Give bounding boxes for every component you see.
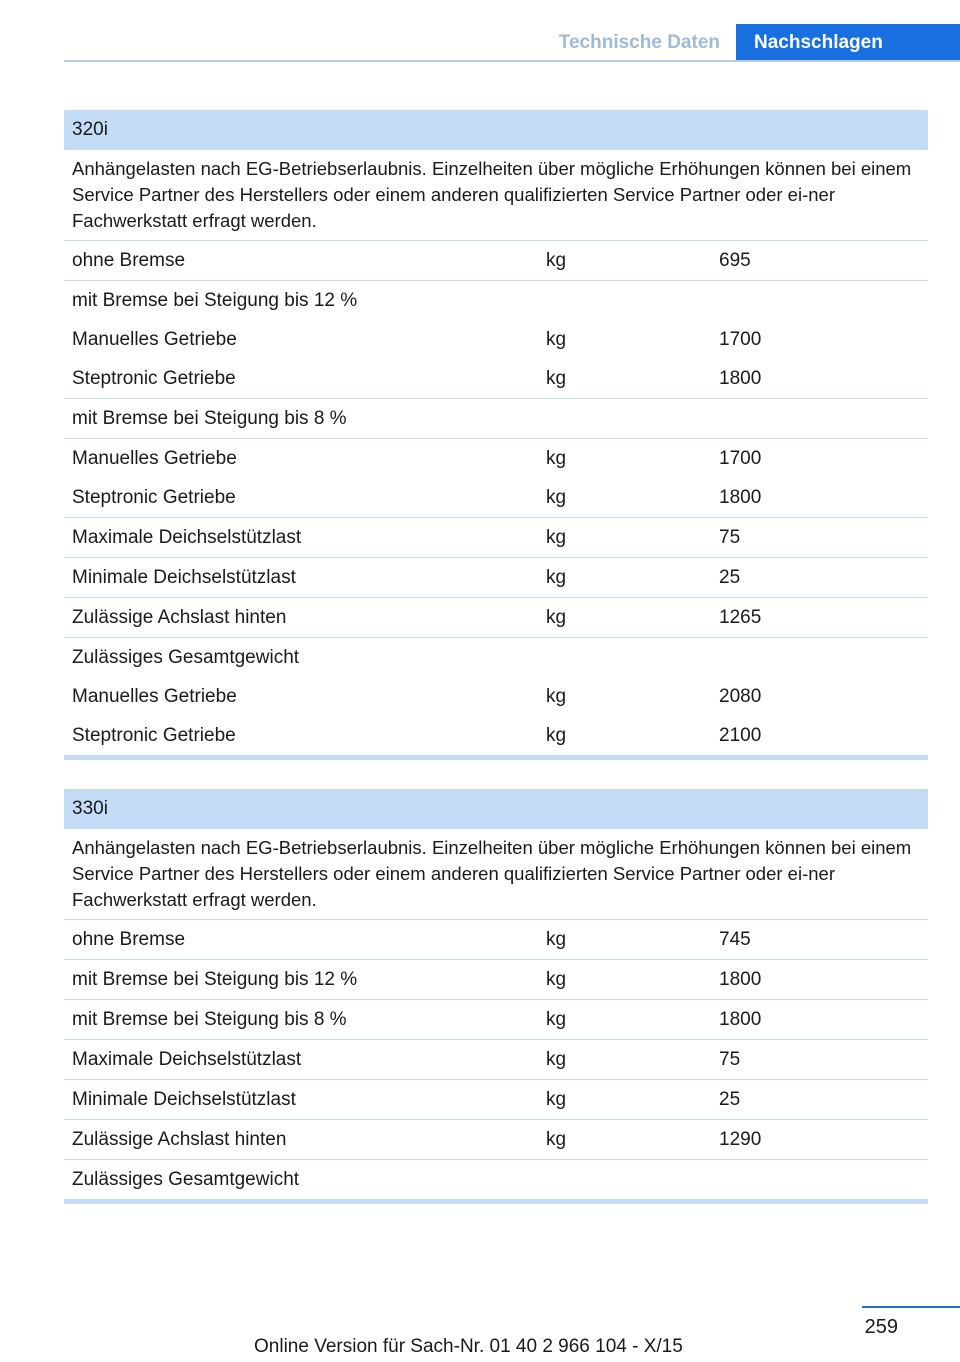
row-label: Zulässige Achslast hinten bbox=[72, 1129, 287, 1150]
row-unit: kg bbox=[546, 448, 567, 469]
row-unit: kg bbox=[546, 969, 567, 990]
table-row bbox=[64, 439, 928, 478]
row-unit: kg bbox=[546, 250, 567, 271]
table-row bbox=[64, 960, 928, 1000]
row-value: 1800 bbox=[719, 1009, 762, 1030]
header-divider bbox=[64, 60, 960, 62]
table-row bbox=[64, 558, 928, 598]
row-unit: kg bbox=[546, 368, 567, 389]
table-row bbox=[64, 1160, 928, 1199]
table-model-heading: 330i bbox=[64, 789, 928, 829]
row-unit: kg bbox=[546, 527, 567, 548]
row-label: Zulässiges Gesamtgewicht bbox=[72, 1169, 300, 1190]
table-row bbox=[64, 320, 928, 359]
row-label: mit Bremse bei Steigung bis 12 % bbox=[72, 290, 358, 311]
row-label: Steptronic Getriebe bbox=[72, 487, 236, 508]
row-label: Maximale Deichselstützlast bbox=[72, 527, 302, 548]
row-unit: kg bbox=[546, 567, 567, 588]
row-value: 1290 bbox=[719, 1129, 762, 1150]
row-unit: kg bbox=[546, 1129, 567, 1150]
row-label: Manuelles Getriebe bbox=[72, 686, 237, 707]
row-label: Minimale Deichselstützlast bbox=[72, 567, 296, 588]
table-row bbox=[64, 598, 928, 638]
table-row bbox=[64, 518, 928, 558]
table-row bbox=[64, 359, 928, 399]
table-row bbox=[64, 716, 928, 755]
spec-table-330i bbox=[64, 789, 928, 1204]
row-label: mit Bremse bei Steigung bis 8 % bbox=[72, 1009, 347, 1030]
row-unit: kg bbox=[546, 487, 567, 508]
row-value: 745 bbox=[719, 929, 751, 950]
row-value: 2100 bbox=[719, 725, 762, 746]
row-value: 1700 bbox=[719, 448, 762, 469]
row-unit: kg bbox=[546, 725, 567, 746]
table-row bbox=[64, 281, 928, 320]
row-label: Zulässige Achslast hinten bbox=[72, 607, 287, 628]
row-label: Steptronic Getriebe bbox=[72, 725, 236, 746]
table-row bbox=[64, 1000, 928, 1040]
table-intro-text: Anhängelasten nach EG-Betriebserlaubnis. Einzelheiten über mögliche Erhöhungen können bei einem Service Partner des Herstellers oder einem anderen qualifizierten Service Partner oder ei-ner Fachwerkstatt erfragt werden. bbox=[64, 829, 928, 920]
row-value: 75 bbox=[719, 1049, 741, 1070]
spec-table-320i bbox=[64, 110, 928, 760]
table-row bbox=[64, 478, 928, 518]
row-value: 1800 bbox=[719, 368, 762, 389]
chapter-tab[interactable]: Nachschlagen bbox=[736, 24, 960, 62]
row-label: Steptronic Getriebe bbox=[72, 368, 236, 389]
row-unit: kg bbox=[546, 1049, 567, 1070]
row-label: Minimale Deichselstützlast bbox=[72, 1089, 296, 1110]
row-label: ohne Bremse bbox=[72, 250, 186, 271]
row-value: 1800 bbox=[719, 969, 762, 990]
row-label: mit Bremse bei Steigung bis 8 % bbox=[72, 408, 347, 429]
row-unit: kg bbox=[546, 329, 567, 350]
row-unit: kg bbox=[546, 1089, 567, 1110]
row-label: Zulässiges Gesamtgewicht bbox=[72, 647, 300, 668]
row-value: 695 bbox=[719, 250, 751, 271]
table-row bbox=[64, 1080, 928, 1120]
row-unit: kg bbox=[546, 607, 567, 628]
table-row bbox=[64, 399, 928, 439]
table-model-heading: 320i bbox=[64, 110, 928, 150]
page-number: 259 bbox=[864, 1316, 898, 1338]
page-header bbox=[64, 24, 960, 62]
table-bottom-rule bbox=[64, 755, 928, 760]
row-label: mit Bremse bei Steigung bis 12 % bbox=[72, 969, 358, 990]
row-value: 25 bbox=[719, 1089, 741, 1110]
row-value: 25 bbox=[719, 567, 741, 588]
footer-version-text: Online Version für Sach-Nr. 01 40 2 966 104 - X/15 bbox=[254, 1336, 683, 1357]
table-row bbox=[64, 677, 928, 716]
row-label: ohne Bremse bbox=[72, 929, 186, 950]
row-value: 1800 bbox=[719, 487, 762, 508]
row-label: Maximale Deichselstützlast bbox=[72, 1049, 302, 1070]
table-row bbox=[64, 920, 928, 960]
section-tab[interactable]: Technische Daten bbox=[558, 32, 720, 53]
row-value: 1265 bbox=[719, 607, 762, 628]
row-unit: kg bbox=[546, 1009, 567, 1030]
row-unit: kg bbox=[546, 686, 567, 707]
row-label: Manuelles Getriebe bbox=[72, 329, 237, 350]
footer-divider bbox=[862, 1306, 960, 1308]
table-intro-text: Anhängelasten nach EG-Betriebserlaubnis. Einzelheiten über mögliche Erhöhungen können bei einem Service Partner des Herstellers oder einem anderen qualifizierten Service Partner oder ei-ner Fachwerkstatt erfragt werden. bbox=[64, 150, 928, 241]
table-bottom-rule bbox=[64, 1199, 928, 1204]
row-unit: kg bbox=[546, 929, 567, 950]
table-row bbox=[64, 1040, 928, 1080]
row-value: 1700 bbox=[719, 329, 762, 350]
table-row bbox=[64, 1120, 928, 1160]
table-row bbox=[64, 638, 928, 677]
table-row bbox=[64, 241, 928, 281]
row-label: Manuelles Getriebe bbox=[72, 448, 237, 469]
row-value: 2080 bbox=[719, 686, 762, 707]
row-value: 75 bbox=[719, 527, 741, 548]
